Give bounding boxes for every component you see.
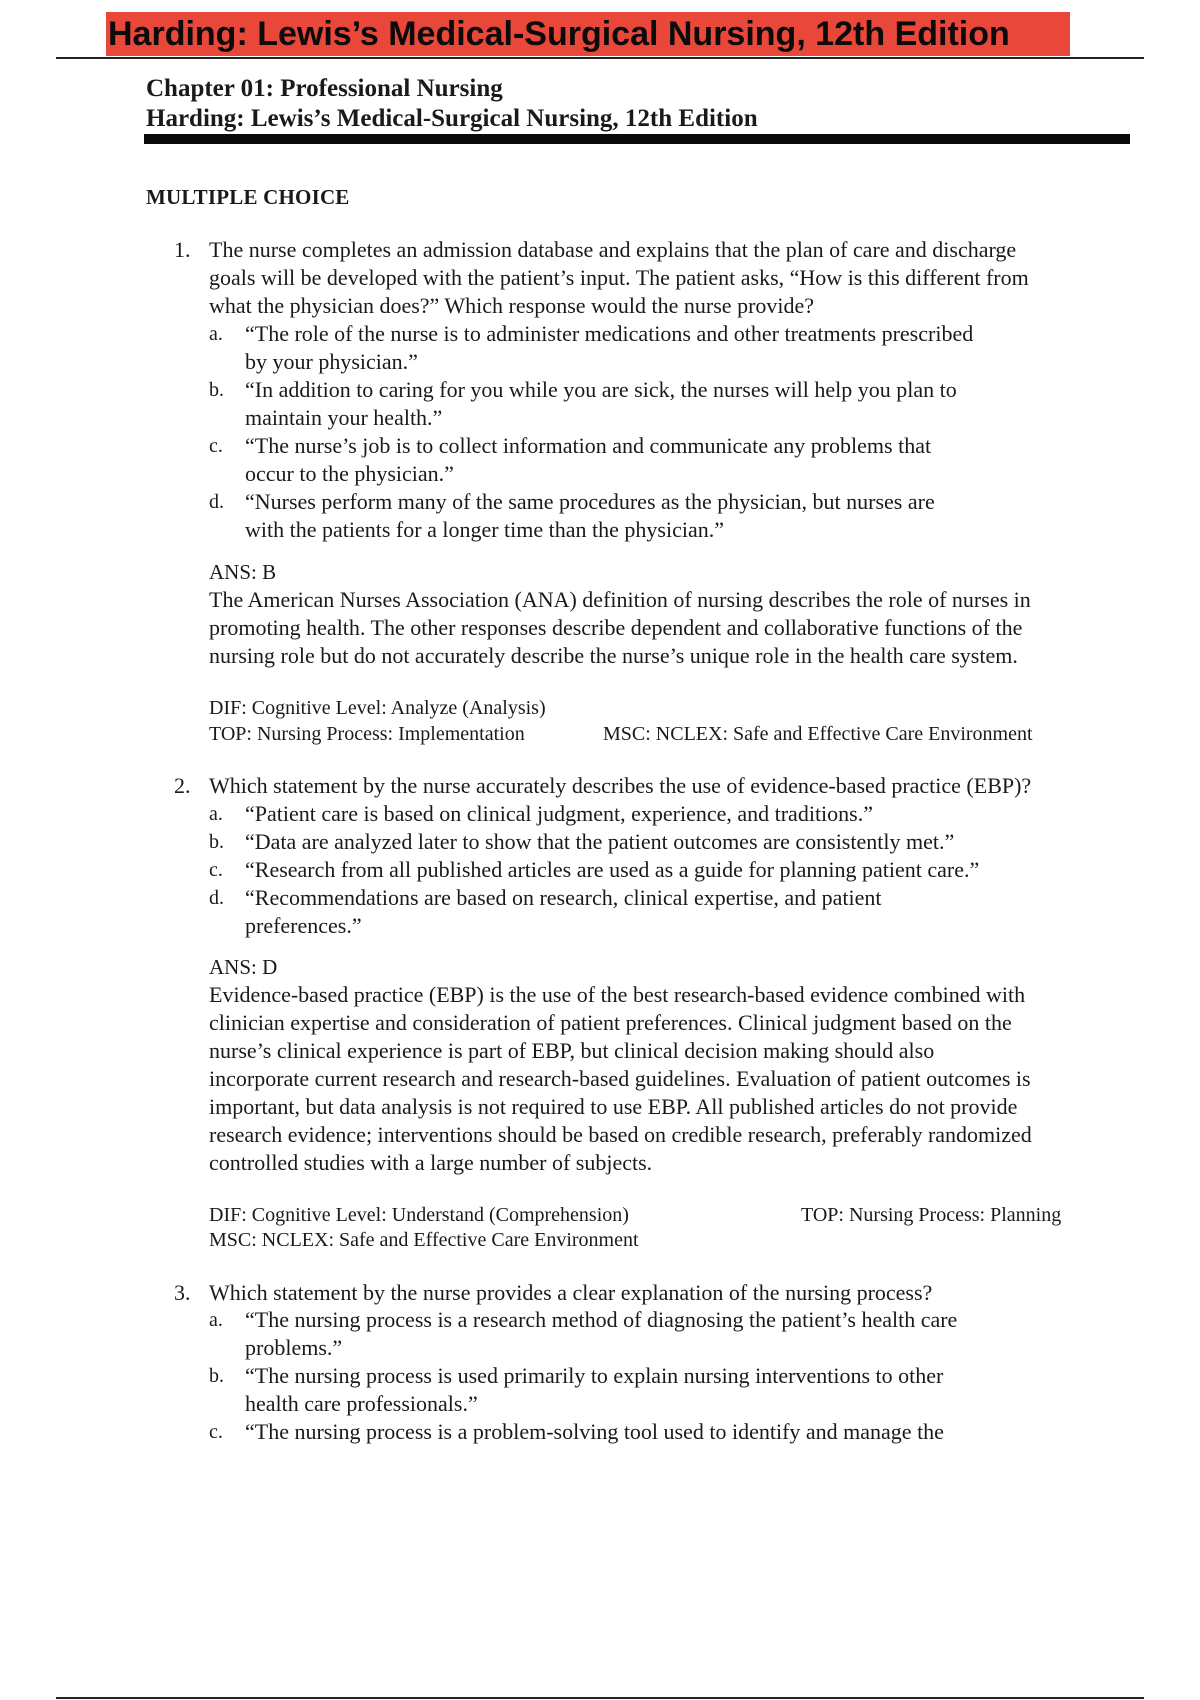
option-text: health care professionals.” bbox=[245, 1391, 478, 1416]
option-letter: c. bbox=[209, 1421, 223, 1443]
rationale-line: nurse’s clinical experience is part of EBP, but clinical decision making should also bbox=[209, 1038, 935, 1063]
option-text: “Nurses perform many of the same procedures as the physician, but nurses are bbox=[245, 489, 935, 514]
topic-meta: TOP: Nursing Process: Planning bbox=[801, 1204, 1062, 1226]
difficulty-meta: DIF: Cognitive Level: Analyze (Analysis) bbox=[209, 697, 546, 719]
option-letter: d. bbox=[209, 887, 224, 909]
question-number: 1. bbox=[174, 237, 191, 262]
footer-divider bbox=[56, 1697, 1144, 1699]
option-text: occur to the physician.” bbox=[245, 461, 454, 486]
rationale-line: Evidence-based practice (EBP) is the use of the best research-based evidence combined with bbox=[209, 982, 1026, 1007]
option-text: “The nursing process is a problem-solving tool used to identify and manage the bbox=[245, 1419, 944, 1444]
option-text: by your physician.” bbox=[245, 349, 418, 374]
msc-meta: MSC: NCLEX: Safe and Effective Care Environment bbox=[603, 723, 1033, 745]
option-text: “The role of the nurse is to administer medications and other treatments prescribed bbox=[245, 321, 974, 346]
topic-meta: TOP: Nursing Process: Implementation bbox=[209, 723, 525, 745]
rationale-line: incorporate current research and research-based guidelines. Evaluation of patient outcomes is bbox=[209, 1066, 1031, 1091]
option-letter: c. bbox=[209, 859, 223, 881]
rationale-line: nursing role but do not accurately describe the nurse’s unique role in the health care system. bbox=[209, 643, 1018, 668]
rationale-line: research evidence; interventions should be based on credible research, preferably randomized bbox=[209, 1122, 1032, 1147]
question-stem-line: what the physician does?” Which response would the nurse provide? bbox=[209, 293, 815, 318]
option-text: “The nursing process is used primarily to explain nursing interventions to other bbox=[245, 1363, 944, 1388]
option-letter: c. bbox=[209, 435, 223, 457]
option-text: problems.” bbox=[245, 1335, 343, 1360]
option-letter: d. bbox=[209, 491, 224, 513]
option-text: “Research from all published articles are used as a guide for planning patient care.” bbox=[245, 857, 980, 882]
question-stem-line: goals will be developed with the patient’s input. The patient asks, “How is this different from bbox=[209, 265, 1029, 290]
answer-key: ANS: B bbox=[209, 560, 277, 584]
rationale-line: The American Nurses Association (ANA) definition of nursing describes the role of nurses in bbox=[209, 587, 1031, 612]
chapter-title: Chapter 01: Professional Nursing bbox=[146, 75, 503, 102]
option-text: “The nurse’s job is to collect information and communicate any problems that bbox=[245, 433, 932, 458]
header-divider bbox=[144, 134, 1130, 144]
rationale-line: controlled studies with a large number of subjects. bbox=[209, 1150, 653, 1175]
rationale-line: promoting health. The other responses describe dependent and collaborative functions of the bbox=[209, 615, 1023, 640]
option-text: “In addition to caring for you while you are sick, the nurses will help you plan to bbox=[245, 377, 957, 402]
option-text: “Data are analyzed later to show that the patient outcomes are consistently met.” bbox=[245, 829, 955, 854]
msc-meta: MSC: NCLEX: Safe and Effective Care Environment bbox=[209, 1229, 639, 1251]
option-letter: b. bbox=[209, 831, 224, 853]
option-letter: a. bbox=[209, 803, 223, 825]
option-text: with the patients for a longer time than the physician.” bbox=[245, 517, 724, 542]
option-letter: b. bbox=[209, 1365, 224, 1387]
banner-title: Harding: Lewis’s Medical-Surgical Nursing, 12th Edition bbox=[108, 15, 1010, 53]
option-text: maintain your health.” bbox=[245, 405, 443, 430]
option-letter: b. bbox=[209, 379, 224, 401]
question-number: 2. bbox=[174, 773, 191, 798]
option-text: “Recommendations are based on research, clinical expertise, and patient bbox=[245, 885, 882, 910]
rationale-line: important, but data analysis is not required to use EBP. All published articles do not provide bbox=[209, 1094, 1018, 1119]
question-stem-line: Which statement by the nurse provides a clear explanation of the nursing process? bbox=[209, 1280, 933, 1305]
section-heading: MULTIPLE CHOICE bbox=[146, 185, 350, 209]
book-title: Harding: Lewis’s Medical-Surgical Nursing, 12th Edition bbox=[146, 105, 758, 132]
rationale-line: clinician expertise and consideration of patient preferences. Clinical judgment based on the bbox=[209, 1010, 1012, 1035]
difficulty-meta: DIF: Cognitive Level: Understand (Comprehension) bbox=[209, 1204, 629, 1226]
question-stem-line: The nurse completes an admission database and explains that the plan of care and discharge bbox=[209, 237, 1017, 262]
option-text: preferences.” bbox=[245, 913, 362, 938]
answer-key: ANS: D bbox=[209, 955, 278, 979]
question-number: 3. bbox=[174, 1280, 191, 1305]
question-stem-line: Which statement by the nurse accurately describes the use of evidence-based practice (EBP)? bbox=[209, 773, 1032, 798]
option-letter: a. bbox=[209, 1309, 223, 1331]
option-text: “Patient care is based on clinical judgment, experience, and traditions.” bbox=[245, 801, 873, 826]
option-text: “The nursing process is a research method of diagnosing the patient’s health care bbox=[245, 1307, 958, 1332]
option-letter: a. bbox=[209, 323, 223, 345]
banner-underline bbox=[56, 57, 1144, 59]
